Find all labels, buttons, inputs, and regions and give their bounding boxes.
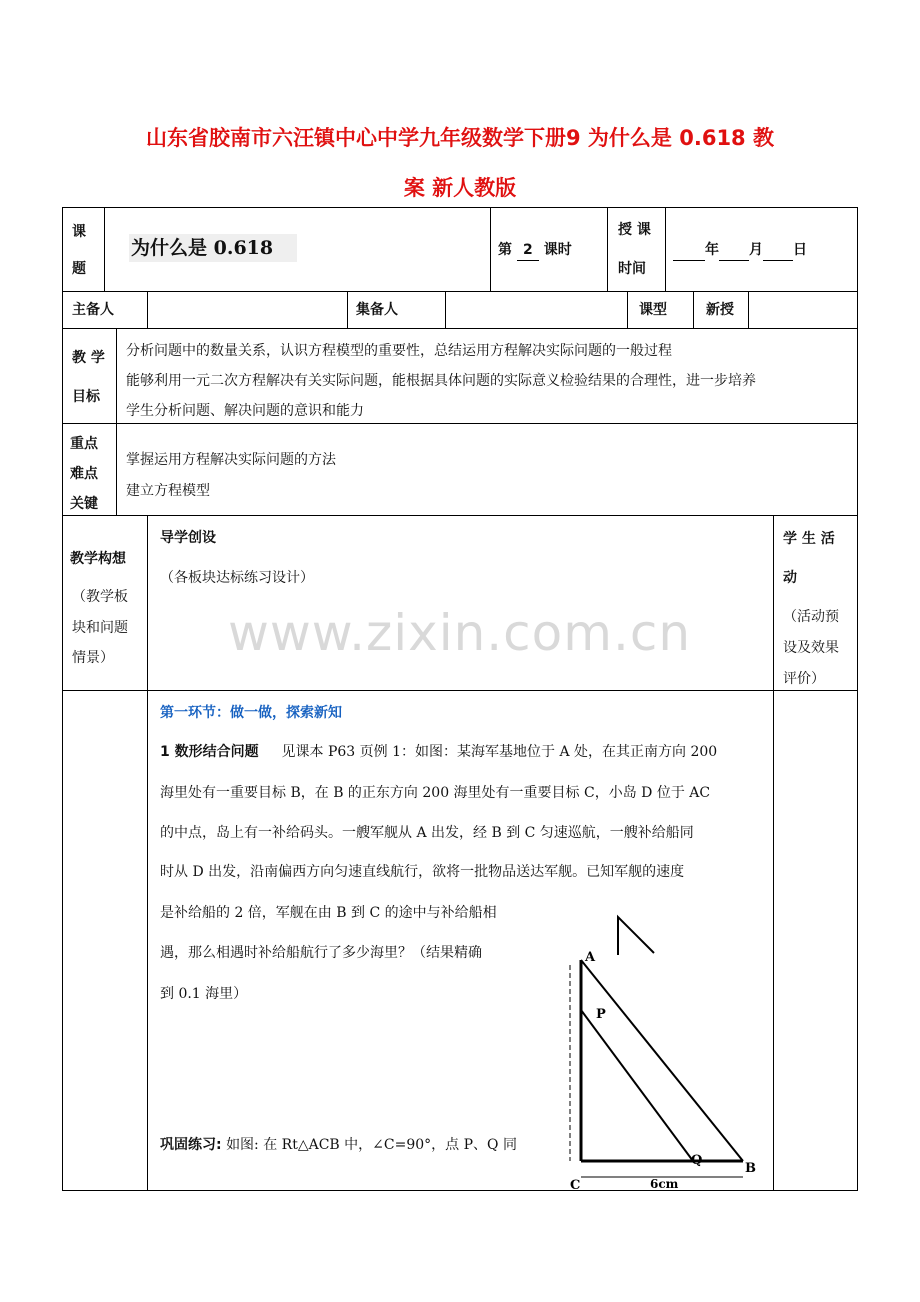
problem-line-6: 遇，那么相遇时补给船航行了多少海里？（结果精确 (160, 945, 482, 961)
doc-title-line1: 山东省胶南市六汪镇中心中学九年级数学下册9 为什么是 0.618 教 (146, 126, 774, 150)
date-year: 年 (705, 242, 719, 258)
label-a: A (585, 950, 596, 965)
guide-heading: 导学创设 (160, 530, 216, 546)
col-divider (693, 291, 694, 328)
label-p: P (596, 1007, 606, 1022)
problem-line-2: 海里处有一重要目标 B，在 B 的正东方向 200 海里处有一重要目标 C，小岛 D 位于 AC (160, 785, 711, 801)
goals-line-3: 学生分析问题、解决问题的意识和能力 (126, 403, 364, 419)
problem-line-3: 的中点，岛上有一补给码头。一艘军舰从 A 出发，经 B 到 C 匀速巡航，一艘补给船同 (160, 825, 694, 841)
period-prefix: 第 (498, 242, 512, 258)
main-prep-label: 主备人 (72, 302, 114, 318)
col-divider (147, 515, 148, 1191)
doc-title-line2: 案 新人教版 (403, 176, 517, 200)
design-label-1: 教学构想 (70, 551, 126, 567)
col-divider (147, 291, 148, 328)
keys-line-2: 建立方程模型 (126, 483, 210, 499)
date-field (673, 240, 807, 261)
label-c: C (570, 1178, 581, 1193)
problem-line-1 (160, 742, 772, 762)
guide-sub: （各板块达标练习设计） (160, 570, 314, 586)
subject-label-1: 课 (72, 224, 86, 240)
col-divider (104, 207, 105, 291)
bottom-length-label: 6cm (650, 1177, 679, 1191)
student-label-2: 动 (783, 570, 797, 586)
practice-label: 巩固练习: (160, 1137, 222, 1153)
lesson-type-label: 课型 (639, 302, 667, 318)
side-ab (581, 960, 743, 1161)
goals-line-1: 分析问题中的数量关系，认识方程模型的重要性，总结运用方程解决实际问题的一般过程 (126, 343, 672, 359)
section-heading: 第一环节：做一做，探索新知 (160, 705, 342, 721)
row-divider (62, 328, 858, 329)
design-label-4: 情景） (72, 650, 114, 666)
col-divider (748, 291, 749, 328)
row-divider (62, 515, 858, 516)
period-number: 2 (517, 240, 539, 261)
row-divider (62, 690, 858, 691)
keys-label-1: 重点 (70, 436, 98, 452)
practice-text: 如图: 在 Rt△ACB 中，∠C=90°，点 P、Q 同 (226, 1137, 517, 1153)
keys-label-2: 难点 (70, 466, 98, 482)
col-divider (116, 328, 117, 515)
triangle-figure (548, 905, 768, 1195)
keys-line-1: 掌握运用方程解决实际问题的方法 (126, 452, 336, 468)
teach-time-label-2: 时间 (618, 261, 646, 277)
period-field (498, 240, 572, 261)
date-month: 月 (749, 242, 763, 258)
label-b: B (745, 1161, 756, 1176)
problem-line-7: 到 0.1 海里） (160, 986, 248, 1002)
col-divider (490, 207, 491, 291)
subject-label-2: 题 (72, 261, 86, 277)
student-label-4: 设及效果 (783, 640, 839, 656)
student-label-1: 学 生 活 (783, 531, 835, 547)
col-divider (773, 515, 774, 1191)
student-label-3: （活动预 (783, 609, 839, 625)
goals-label-2: 目标 (72, 389, 100, 405)
teach-time-label-1: 授 课 (618, 222, 651, 238)
col-divider (665, 207, 666, 291)
goals-line-2: 能够利用一元二次方程解决有关实际问题，能根据具体问题的实际意义检验结果的合理性，进一步培养 (126, 373, 756, 389)
col-divider (445, 291, 446, 328)
segment-pq (581, 1010, 693, 1161)
lesson-type-value: 新授 (706, 302, 734, 318)
north-arrow-icon (618, 917, 654, 955)
group-prep-label: 集备人 (356, 302, 398, 318)
practice-line (160, 1135, 517, 1155)
col-divider (347, 291, 348, 328)
goals-label-1: 教 学 (72, 350, 105, 366)
col-divider (607, 207, 608, 291)
row-divider (62, 423, 858, 424)
lesson-title: 为什么是 0.618 (129, 234, 297, 262)
keys-label-3: 关键 (70, 496, 98, 512)
problem-title: 1 数形结合问题 (160, 744, 259, 760)
problem-line-5: 是补给船的 2 倍，军舰在由 B 到 C 的途中与补给船相 (160, 905, 497, 921)
design-label-2: （教学板 (72, 589, 128, 605)
date-day: 日 (793, 242, 807, 258)
problem-line-4: 时从 D 出发，沿南偏西方向匀速直线航行，欲将一批物品送达军舰。已知军舰的速度 (160, 864, 685, 880)
student-label-5: 评价） (783, 671, 825, 687)
label-q: Q (691, 1153, 703, 1168)
problem-text-1: 见课本 P63 页例 1：如图：某海军基地位于 A 处，在其正南方向 200 (281, 744, 718, 760)
row-divider (62, 291, 858, 292)
watermark: www.zixin.com.cn (228, 604, 692, 662)
design-label-3: 块和问题 (72, 620, 128, 636)
col-divider (627, 291, 628, 328)
period-suffix: 课时 (543, 242, 572, 258)
